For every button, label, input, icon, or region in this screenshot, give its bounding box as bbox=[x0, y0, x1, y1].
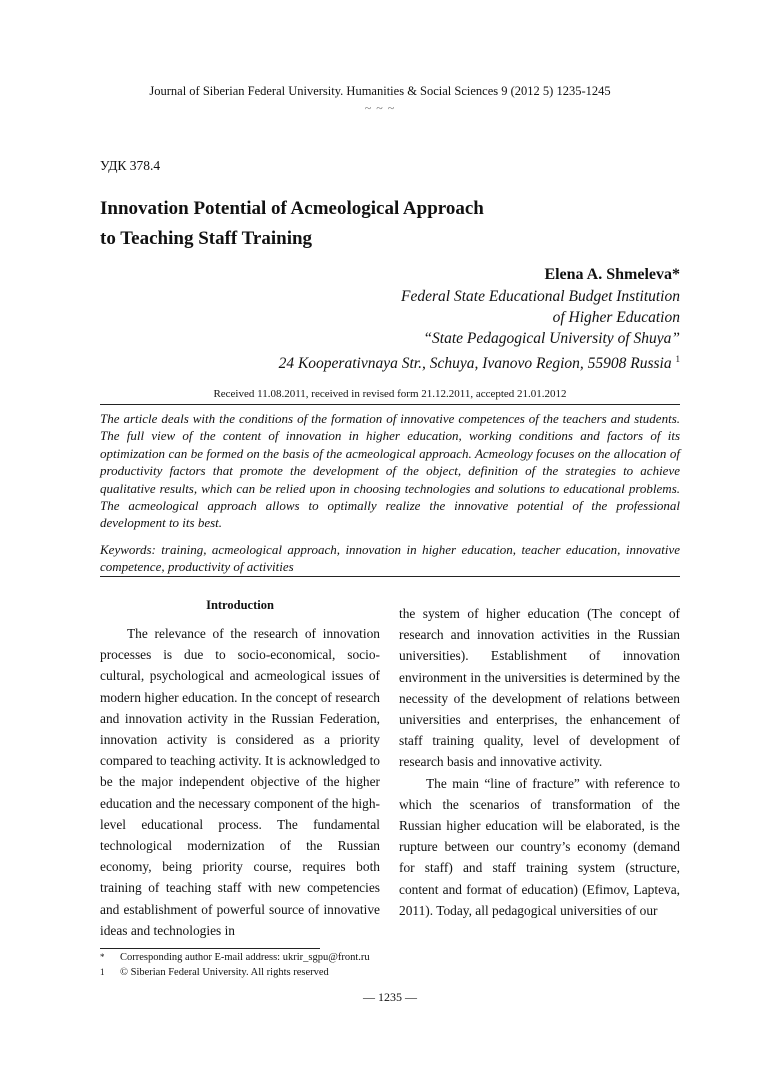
title-line-2: to Teaching Staff Training bbox=[100, 228, 313, 249]
journal-header: Journal of Siberian Federal University. Humanities & Social Sciences 9 (2012 5) 1235-1245 bbox=[149, 84, 611, 98]
received-dates: Received 11.08.2011, received in revised form 21.12.2011, accepted 21.01.2012 bbox=[213, 388, 567, 400]
article-title bbox=[100, 194, 660, 254]
affiliation-footnote-mark: 1 bbox=[675, 354, 680, 364]
section-heading-introduction: Introduction bbox=[206, 598, 274, 612]
footnote-rule bbox=[100, 948, 320, 949]
page-number: — 1235 — bbox=[363, 990, 417, 1004]
body-paragraph: The main “line of fracture” with reference to which the scenarios of transformation of the Russian higher education will be elaborated, is the rupture between our country’s economy (demand for staff) and staff training system (structure, content and format of education) (Efimov, Lapteva, 2011). Today, all pedagogical universities of our bbox=[399, 775, 680, 918]
keywords: Keywords: training, acmeological approach, innovation in higher education, teacher education, innovative competence, productivity of activities bbox=[100, 542, 680, 575]
body-paragraph: The relevance of the research of innovation processes is due to socio-economical, socio-cultural, psychological and acmeological issues of modern higher education. In the concept of research and innovation activity in the Russian Federation, innovation activity is considered as a priority compared to teaching activity. It is acknowledged to be the major independent objective of the higher education and the necessary component of the high-level educational process. The fundamental technological modernization of the Russian economy, being priority course, requires both training of teaching staff with new competencies and establishment of powerful source of innovative ideas and technologies in bbox=[100, 626, 380, 938]
author-name: Elena A. Shmeleva* bbox=[544, 266, 680, 283]
body-column-right bbox=[399, 603, 680, 921]
footnote-text: Corresponding author E-mail address: ukrir_sgpu@front.ru bbox=[120, 952, 370, 963]
affiliation-line-2: of Higher Education bbox=[552, 309, 680, 326]
affiliation-line-1: Federal State Educational Budget Institution bbox=[401, 288, 680, 305]
affiliation-line-3: “State Pedagogical University of Shuya” bbox=[423, 330, 680, 347]
abstract-top-rule bbox=[100, 404, 680, 405]
body-paragraph-continued: the system of higher education (The concept of research and innovation activities in the Russian universities). Establishment of innovation environment in the universities is determined by the necessity of the development of relations between universities and enterprises, the enhancement of staff training quality, level of development of research basis and innovative activity. bbox=[399, 606, 680, 770]
footnote-text: © Siberian Federal University. All rights reserved bbox=[120, 967, 329, 978]
footnote-mark: * bbox=[100, 952, 105, 962]
title-line-1: Innovation Potential of Acmeological Approach bbox=[100, 198, 484, 219]
author-block bbox=[120, 264, 680, 374]
affiliation-line-4 bbox=[120, 349, 680, 374]
footnote-corresponding-author bbox=[100, 951, 370, 964]
footnote-copyright bbox=[100, 966, 329, 979]
abstract: The article deals with the conditions of the formation of innovative competences of the teachers and students. The full view of the content of innovation in higher education, working conditions and factors of its optimization can be formed on the basis of the acmeological approach. Acmeology focuses on the allocation of productivity factors that promote the development of the object, definition of the strategies to achieve qualitative results, which can be relied upon in choosing technologies and solutions to educational problems. The acmeological approach allows to optimally realize the innovative potential of the professional development to its best. bbox=[100, 411, 680, 531]
udk-code: УДК 378.4 bbox=[100, 158, 161, 173]
affiliation-address: 24 Kooperativnaya Str., Schuya, Ivanovo Region, 55908 Russia bbox=[278, 355, 672, 372]
header-ornament: ~ ~ ~ bbox=[364, 101, 396, 115]
body-column-left bbox=[100, 623, 380, 941]
footnote-mark: 1 bbox=[100, 967, 105, 977]
abstract-bottom-rule bbox=[100, 576, 680, 577]
